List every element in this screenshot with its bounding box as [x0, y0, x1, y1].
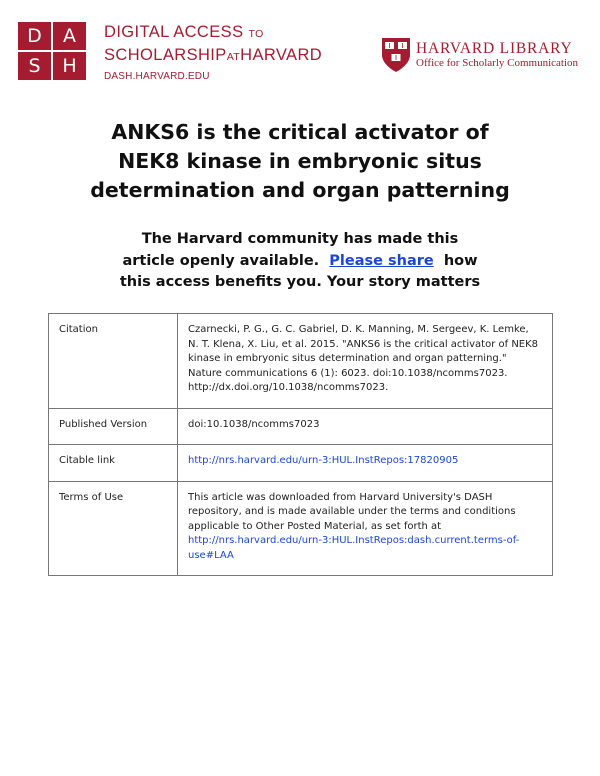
- dash-url[interactable]: DASH.HARVARD.EDU: [104, 71, 210, 82]
- citation-value: Czarnecki, P. G., G. C. Gabriel, D. K. Manning, M. Sergeev, K. Lemke, N. T. Klena, X. Liu, et al. 2015. "ANKS6 is the critical activator of NEK8 kinase in embryonic situs determination and organ patterning." Nature communications 6 (1): 6023. doi:10.1038/ncomms7023. http://dx.doi.org/10.1038/ncomms7023.: [178, 314, 553, 409]
- dash-letter-a: A: [53, 22, 86, 50]
- community-line-2: article openly available. Please share how: [122, 252, 478, 269]
- terms-link[interactable]: http://nrs.harvard.edu/urn-3:HUL.InstRepos:dash.current.terms-of-use#LAA: [188, 535, 520, 561]
- community-line-1: The Harvard community has made this: [141, 231, 459, 247]
- article-title: [60, 118, 540, 205]
- table-row: [49, 314, 553, 409]
- harvard-library-title: HARVARD LIBRARY: [416, 40, 573, 57]
- dash-letter-h: H: [53, 52, 86, 80]
- harvard-library-subtitle: Office for Scholarly Communication: [416, 57, 579, 69]
- citable-link-cell: [178, 445, 553, 482]
- table-row: [49, 408, 553, 445]
- please-share-link[interactable]: Please share: [329, 252, 434, 269]
- citable-link-label: Citable link: [49, 445, 178, 482]
- table-row: [49, 445, 553, 482]
- dash-line-1: DIGITAL ACCESS TO: [104, 23, 264, 41]
- terms-of-use-value: This article was downloaded from Harvard University's DASH repository, and is made available under the terms and conditions applicable to Other Posted Material, as set forth at http://nrs.harvard.edu/urn-3:HUL.InstRepos:dash.current.terms-of-use#LAA: [178, 481, 553, 576]
- dash-logo: [18, 22, 88, 82]
- table-row: [49, 481, 553, 576]
- title-line: ANKS6 is the critical activator of: [111, 120, 489, 144]
- title-line: determination and organ patterning: [90, 178, 510, 202]
- dash-letter-d: D: [18, 22, 51, 50]
- terms-of-use-label: Terms of Use: [49, 481, 178, 576]
- citable-link[interactable]: http://nrs.harvard.edu/urn-3:HUL.InstRepos:17820905: [188, 455, 459, 466]
- harvard-library-wordmark: [416, 40, 578, 70]
- harvard-shield-icon: [381, 37, 411, 73]
- dash-letter-s: S: [18, 52, 51, 80]
- dash-wordmark: [104, 22, 322, 82]
- title-line: NEK8 kinase in embryonic situs: [118, 149, 482, 173]
- published-version-label: Published Version: [49, 408, 178, 445]
- citation-label: Citation: [49, 314, 178, 409]
- metadata-table: [48, 313, 553, 576]
- dash-line-2: SCHOLARSHIPATHARVARD: [104, 46, 323, 64]
- community-line-3: this access benefits you. Your story matters: [119, 274, 481, 290]
- community-message: [60, 229, 540, 294]
- published-version-value: doi:10.1038/ncomms7023: [178, 408, 553, 445]
